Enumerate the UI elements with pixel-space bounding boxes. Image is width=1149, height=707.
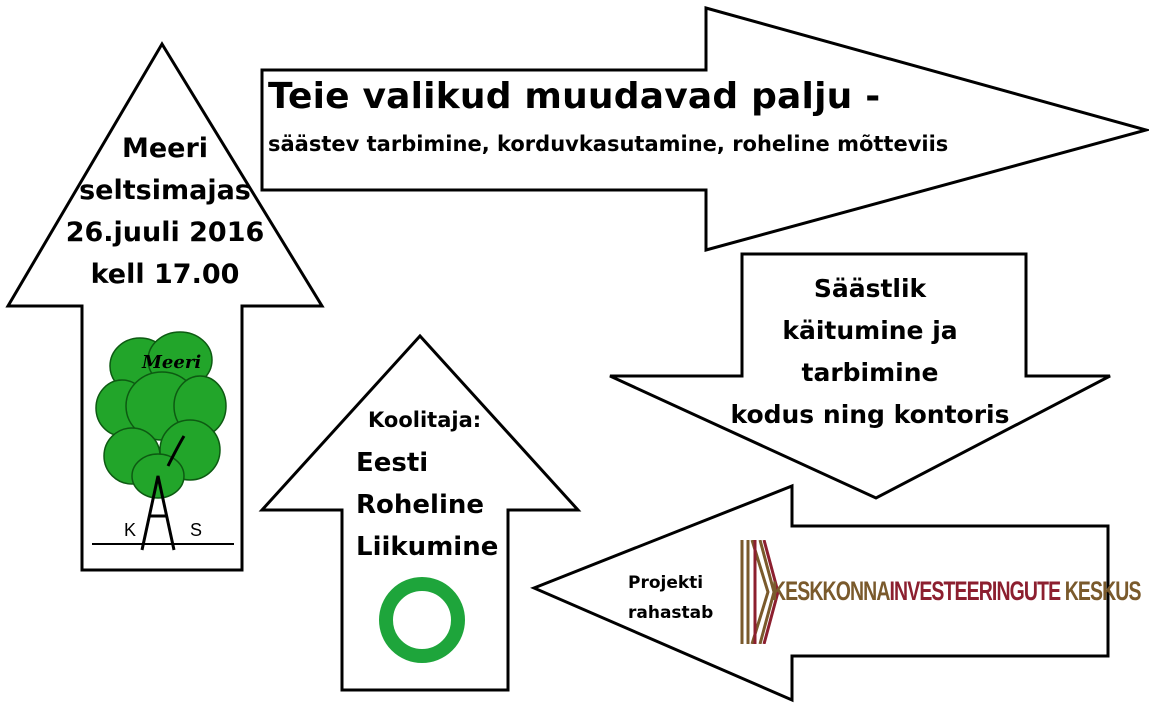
topic-text	[700, 268, 1040, 436]
funder-label-line2: rahastab	[628, 603, 714, 623]
topic-line2: käitumine ja	[782, 316, 958, 345]
kik-logo-part2: INVESTEERINGUTE	[889, 576, 1061, 606]
topic-line3: tarbimine	[801, 358, 939, 387]
meeri-logo-letter-k: K	[124, 520, 137, 540]
trainer-label: Koolitaja:	[368, 408, 482, 432]
topic-line4: kodus ning kontoris	[730, 400, 1010, 429]
trainer-name	[356, 442, 498, 568]
event-info	[40, 128, 290, 296]
kik-logo-part1: KESKKONNA	[772, 576, 890, 606]
meeri-logo-word: Meeri	[142, 352, 202, 373]
event-place-line2: seltsimajas	[79, 175, 251, 206]
headline-title: Teie valikud muudavad palju -	[268, 76, 881, 117]
kik-logo-part3: KESKUS	[1060, 576, 1141, 606]
trainer-name-line3: Liikumine	[356, 532, 499, 562]
event-place-line1: Meeri	[121, 133, 209, 164]
funder-label-line1: Projekti	[628, 573, 704, 593]
headline-arrow	[262, 8, 1146, 250]
trainer-name-line1: Eesti	[356, 448, 429, 478]
event-date: 26.juuli 2016	[65, 217, 265, 248]
meeri-logo-letter-s: S	[190, 520, 203, 540]
kik-logo-text	[772, 576, 1141, 607]
headline-subtitle: säästev tarbimine, korduvkasutamine, roheline mõtteviis	[268, 132, 949, 156]
event-time: kell 17.00	[90, 259, 240, 290]
funder-label	[628, 568, 713, 628]
trainer-name-line2: Roheline	[356, 490, 484, 520]
topic-line1: Säästlik	[813, 274, 927, 303]
